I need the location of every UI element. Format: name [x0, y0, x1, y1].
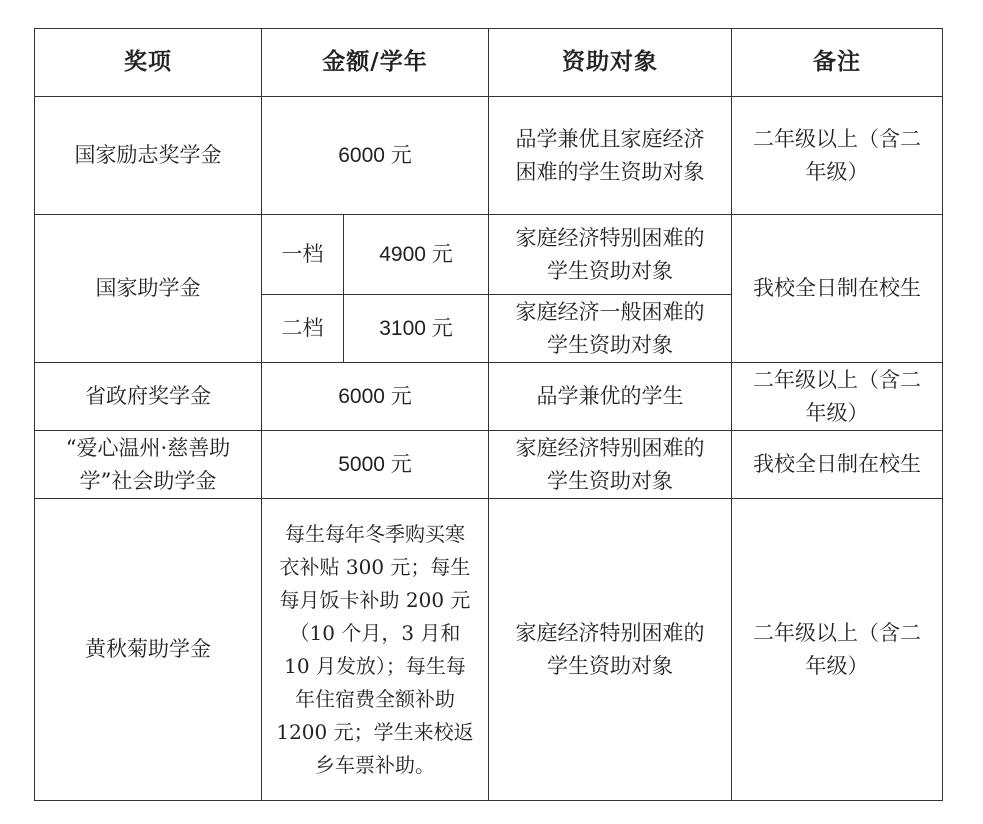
- header-note: 备注: [732, 29, 943, 97]
- award-name: 省政府奖学金: [35, 363, 262, 431]
- target-cell: 品学兼优的学生: [489, 363, 732, 431]
- header-target: 资助对象: [489, 29, 732, 97]
- award-name: “爱心温州·慈善助学”社会助学金: [35, 431, 262, 499]
- amount-cell: 每生每年冬季购买寒衣补贴 300 元；每生每月饭卡补助 200 元（10 个月，3 月和 10 月发放）；每生每年住宿费全额补助 1200 元；学生来校返乡车票补助。: [262, 499, 489, 801]
- header-amount: 金额/学年: [262, 29, 489, 97]
- note-cell: 我校全日制在校生: [732, 215, 943, 363]
- table-row: [35, 431, 943, 499]
- amount-cell: 6000 元: [262, 97, 489, 215]
- award-name: 国家励志奖学金: [35, 97, 262, 215]
- note-cell: 我校全日制在校生: [732, 431, 943, 499]
- amount-cell: 6000 元: [262, 363, 489, 431]
- header-award: 奖项: [35, 29, 262, 97]
- award-name: 国家助学金: [35, 215, 262, 363]
- header-row: [35, 29, 943, 97]
- tier-level: 二档: [262, 295, 344, 363]
- amount-cell: 5000 元: [262, 431, 489, 499]
- target-cell: 品学兼优且家庭经济困难的学生资助对象: [489, 97, 732, 215]
- table-row: [35, 363, 943, 431]
- target-cell: 家庭经济一般困难的学生资助对象: [489, 295, 732, 363]
- note-cell: 二年级以上（含二年级）: [732, 499, 943, 801]
- tier-amount: 3100 元: [344, 295, 489, 363]
- tier-amount: 4900 元: [344, 215, 489, 295]
- table-row: [35, 499, 943, 801]
- award-name: 黄秋菊助学金: [35, 499, 262, 801]
- note-cell: 二年级以上（含二年级）: [732, 97, 943, 215]
- target-cell: 家庭经济特别困难的学生资助对象: [489, 499, 732, 801]
- target-cell: 家庭经济特别困难的学生资助对象: [489, 431, 732, 499]
- note-cell: 二年级以上（含二年级）: [732, 363, 943, 431]
- table-row: [35, 215, 943, 295]
- target-cell: 家庭经济特别困难的学生资助对象: [489, 215, 732, 295]
- scholarship-table: [34, 28, 943, 801]
- table-row: [35, 97, 943, 215]
- tier-level: 一档: [262, 215, 344, 295]
